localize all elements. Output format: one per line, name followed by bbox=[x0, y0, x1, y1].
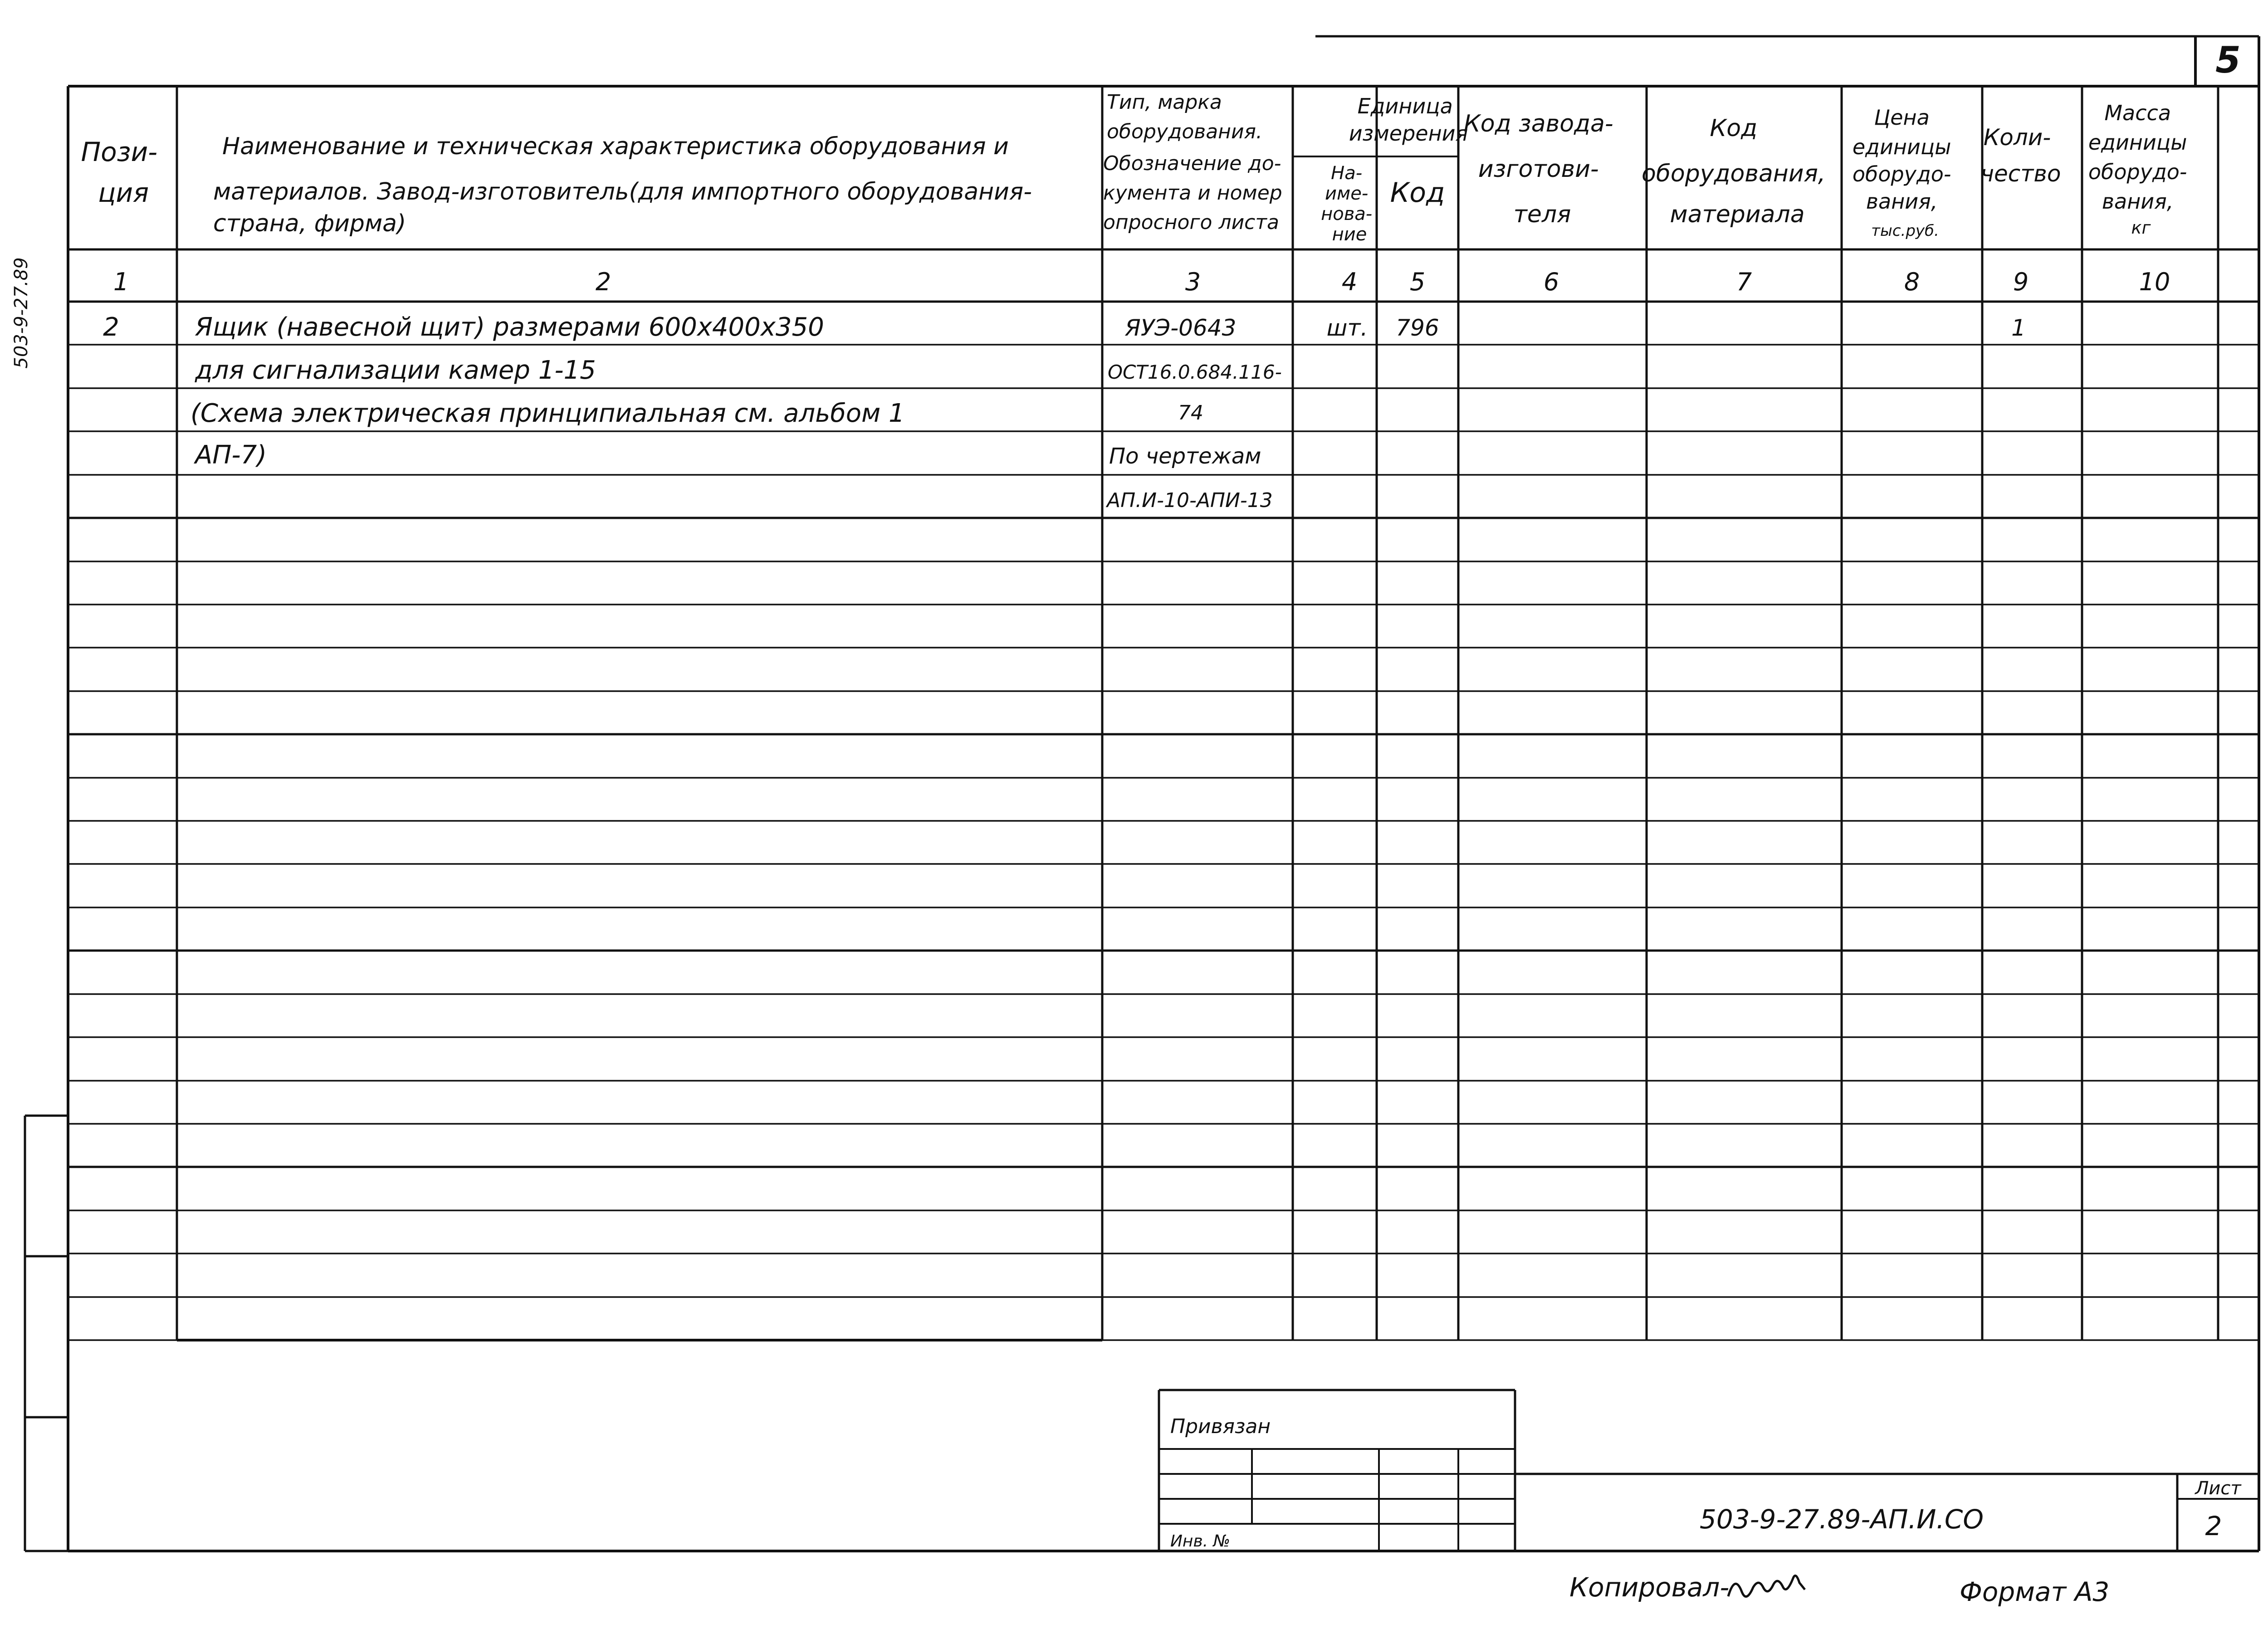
header-col2-line: страна, фирма) bbox=[213, 210, 406, 237]
header-col10 bbox=[2088, 101, 2194, 238]
header-col3 bbox=[1103, 91, 1289, 234]
header-col7 bbox=[1642, 115, 1833, 228]
outer-frame bbox=[25, 86, 2259, 1551]
table-header bbox=[81, 91, 2194, 245]
copied-by-label: Копировал- bbox=[1569, 1572, 1730, 1603]
header-col8-line: вания, bbox=[1866, 189, 1938, 214]
header-col9-line: Коли- bbox=[1983, 124, 2051, 151]
header-unit-group-line: измерения bbox=[1349, 121, 1468, 146]
header-col2-line: материалов. Завод-изготовитель(для импортного оборудования- bbox=[213, 178, 1032, 205]
row-position: 2 bbox=[103, 312, 119, 342]
header-col10-line: Масса bbox=[2104, 101, 2171, 125]
page-number-box bbox=[1315, 36, 2259, 91]
column-number: 7 bbox=[1736, 268, 1752, 296]
header-col7-line: Код bbox=[1710, 115, 1758, 142]
row-type: ОСТ16.0.684.116- bbox=[1108, 361, 1282, 383]
table-grid bbox=[68, 86, 2259, 1340]
row-qty: 1 bbox=[2011, 315, 2026, 341]
column-number: 8 bbox=[1904, 268, 1920, 296]
row-name: (Схема электрическая принципиальная см. альбом 1 bbox=[191, 399, 905, 428]
header-col3-line: Обозначение до- bbox=[1103, 152, 1281, 175]
header-unit-group-line: Единица bbox=[1357, 94, 1453, 118]
header-col1-line: ция bbox=[98, 177, 149, 208]
header-col7-line: оборудования, bbox=[1642, 160, 1826, 187]
row-name: АП-7) bbox=[195, 440, 267, 470]
row-type: ЯУЭ-0643 bbox=[1125, 315, 1237, 341]
row-type: АП.И-10-АПИ-13 bbox=[1107, 489, 1273, 512]
header-col5: Код bbox=[1390, 177, 1445, 209]
document-code: 503-9-27.89-АП.И.СО bbox=[1699, 1504, 1984, 1535]
header-col3-line: кумента и номер bbox=[1103, 181, 1282, 205]
header-col8-line: оборудо- bbox=[1852, 162, 1951, 186]
column-number: 5 bbox=[1409, 268, 1426, 296]
header-col8-line: единицы bbox=[1852, 135, 1951, 159]
header-col1-line: Пози- bbox=[81, 137, 158, 167]
row-code: 796 bbox=[1396, 315, 1439, 341]
row-type: 74 bbox=[1178, 401, 1203, 424]
column-number: 9 bbox=[2013, 268, 2029, 296]
header-col3-line: Тип, марка bbox=[1107, 91, 1222, 114]
header-col4-line: име- bbox=[1325, 183, 1369, 204]
table-row bbox=[194, 440, 1261, 470]
header-col9-line: чество bbox=[1980, 161, 2061, 187]
header-col10-line: кг bbox=[2131, 218, 2151, 238]
header-col8 bbox=[1853, 105, 1958, 240]
header-col1 bbox=[81, 137, 166, 208]
sheet-number: 2 bbox=[2205, 1511, 2222, 1541]
header-col6-line: Код завода- bbox=[1463, 110, 1613, 137]
header-col4-line: На- bbox=[1331, 163, 1363, 184]
stamp-privyazan: Привязан bbox=[1170, 1415, 1271, 1438]
header-col8-line: Цена bbox=[1874, 105, 1930, 130]
header-col6-line: изготови- bbox=[1478, 156, 1599, 183]
top-sheet-number: 5 bbox=[2215, 39, 2241, 81]
column-number: 10 bbox=[2139, 268, 2170, 296]
header-col4-line: нова- bbox=[1321, 204, 1373, 224]
header-col3-line: оборудования. bbox=[1107, 120, 1262, 143]
header-col6 bbox=[1464, 110, 1621, 228]
table-row bbox=[103, 312, 2026, 342]
table-row bbox=[195, 356, 1282, 385]
sheet-label: Лист bbox=[2195, 1478, 2241, 1499]
header-col9 bbox=[1981, 124, 2061, 187]
row-name: для сигнализации камер 1-15 bbox=[195, 356, 596, 385]
table-row bbox=[1105, 489, 1273, 512]
row-name: Ящик (навесной щит) размерами 600х400х350 bbox=[195, 312, 824, 342]
header-col2 bbox=[213, 133, 1040, 237]
header-col4-line: ние bbox=[1332, 224, 1367, 245]
format-label: Формат А3 bbox=[1960, 1576, 2110, 1607]
column-number: 3 bbox=[1185, 268, 1201, 296]
column-numbers-row bbox=[113, 268, 2170, 296]
header-col4 bbox=[1321, 163, 1378, 245]
header-col10-line: единицы bbox=[2088, 130, 2187, 155]
table-row bbox=[191, 399, 1203, 428]
header-col8-line: тыс.руб. bbox=[1871, 222, 1939, 240]
stamp-inv-number: Инв. № bbox=[1170, 1532, 1231, 1551]
header-col3-line: опросного листа bbox=[1103, 211, 1279, 234]
column-number: 1 bbox=[113, 268, 129, 296]
side-mark: 503-9-27.89 bbox=[11, 257, 32, 369]
row-unit: шт. bbox=[1326, 315, 1368, 341]
header-col10-line: вания, bbox=[2102, 189, 2174, 214]
column-number: 4 bbox=[1341, 268, 1358, 296]
row-type: По чертежам bbox=[1109, 444, 1261, 469]
header-col7-line: материала bbox=[1670, 201, 1805, 228]
header-col2-line: Наименование и техническая характеристика оборудования и bbox=[222, 133, 1009, 160]
column-number: 6 bbox=[1543, 268, 1559, 296]
copier-signature bbox=[1728, 1575, 1805, 1596]
header-col10-line: оборудо- bbox=[2088, 160, 2187, 184]
header-unit-group bbox=[1349, 94, 1468, 146]
header-col6-line: теля bbox=[1513, 201, 1571, 228]
column-number: 2 bbox=[595, 268, 611, 296]
